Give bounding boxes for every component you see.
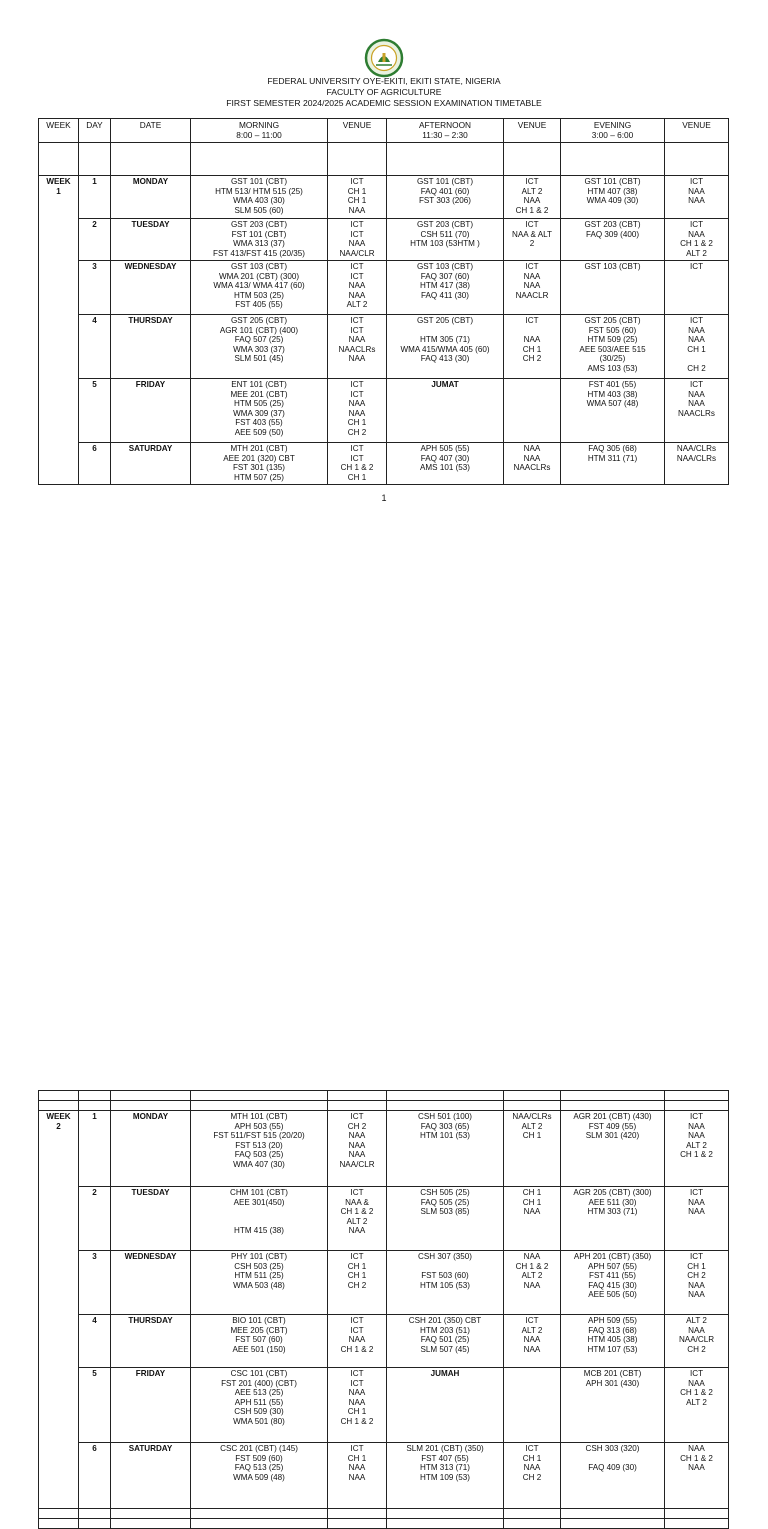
morning-courses: MTH 201 (CBT) AEE 201 (320) CBT FST 301 (135) HTM 507 (25) xyxy=(191,443,328,485)
day-number: 1 xyxy=(79,176,111,219)
col-week: WEEK xyxy=(39,119,79,143)
day-name: SATURDAY xyxy=(111,1443,191,1509)
afternoon-label: AFTERNOON xyxy=(418,120,472,130)
morning-venue: ICT ICT NAA NAACLRs NAA xyxy=(328,315,387,379)
afternoon-venue xyxy=(504,379,561,443)
morning-venue: ICT ICT NAA NAA CH 1 CH 2 xyxy=(328,379,387,443)
afternoon-venue: ICT ALT 2 NAA CH 1 & 2 xyxy=(504,176,561,219)
morning-courses: CSC 201 (CBT) (145) FST 509 (60) FAQ 513 (25) WMA 509 (48) xyxy=(191,1443,328,1509)
afternoon-venue: ICT NAA & ALT 2 xyxy=(504,219,561,261)
col-venue-evening: VENUE xyxy=(665,119,729,143)
evening-courses: APH 201 (CBT) (350) APH 507 (55) FST 411 (55) FAQ 415 (30) AEE 505 (50) xyxy=(561,1251,665,1315)
spacer-row xyxy=(39,143,729,176)
morning-courses: BIO 101 (CBT) MEE 205 (CBT) FST 507 (60) AEE 501 (150) xyxy=(191,1315,328,1368)
day-name: THURSDAY xyxy=(111,1315,191,1368)
table-row xyxy=(39,1187,729,1251)
col-date: DATE xyxy=(111,119,191,143)
afternoon-venue: ICT ALT 2 NAA NAA xyxy=(504,1315,561,1368)
day-number: 6 xyxy=(79,443,111,485)
day-name: MONDAY xyxy=(111,176,191,219)
afternoon-venue: NAA NAA NAACLRs xyxy=(504,443,561,485)
morning-venue: ICT ICT NAA NAA/CLR xyxy=(328,219,387,261)
week-label: WEEK 2 xyxy=(39,1111,79,1509)
week-label: WEEK 1 xyxy=(39,176,79,485)
evening-venue: NAA CH 1 & 2 NAA xyxy=(665,1443,729,1509)
page-1 xyxy=(0,0,768,510)
afternoon-venue: ICT NAA CH 1 CH 2 xyxy=(504,315,561,379)
afternoon-venue: ICT CH 1 NAA CH 2 xyxy=(504,1443,561,1509)
blank-row xyxy=(39,1509,729,1519)
evening-venue: ICT NAA CH 1 & 2 ALT 2 xyxy=(665,1368,729,1443)
evening-venue: ICT NAA NAA xyxy=(665,176,729,219)
table-row xyxy=(39,379,729,443)
week-1-body xyxy=(39,176,729,485)
day-number: 3 xyxy=(79,261,111,315)
col-venue-morning: VENUE xyxy=(328,119,387,143)
table-row xyxy=(39,443,729,485)
evening-courses: CSH 303 (320) FAQ 409 (30) xyxy=(561,1443,665,1509)
col-venue-afternoon: VENUE xyxy=(504,119,561,143)
day-name: FRIDAY xyxy=(111,379,191,443)
morning-venue: ICT ICT NAA CH 1 & 2 xyxy=(328,1315,387,1368)
day-name: TUESDAY xyxy=(111,1187,191,1251)
table-row xyxy=(39,219,729,261)
timetable-week-2 xyxy=(38,1090,729,1529)
afternoon-venue: NAA CH 1 & 2 ALT 2 NAA xyxy=(504,1251,561,1315)
morning-courses: GST 103 (CBT) WMA 201 (CBT) (300) WMA 413/ WMA 417 (60) HTM 503 (25) FST 405 (55) xyxy=(191,261,328,315)
university-crest-icon xyxy=(364,38,404,78)
table-row xyxy=(39,1368,729,1443)
morning-courses: GST 205 (CBT) AGR 101 (CBT) (400) FAQ 507 (25) WMA 303 (37) SLM 501 (45) xyxy=(191,315,328,379)
col-evening xyxy=(561,119,665,143)
evening-venue: NAA/CLRs NAA/CLRs xyxy=(665,443,729,485)
morning-courses: CHM 101 (CBT) AEE 301(450) HTM 415 (38) xyxy=(191,1187,328,1251)
day-name: SATURDAY xyxy=(111,443,191,485)
day-number: 2 xyxy=(79,1187,111,1251)
table-row xyxy=(39,176,729,219)
morning-venue: ICT CH 2 NAA NAA NAA NAA/CLR xyxy=(328,1111,387,1187)
evening-venue: ICT NAA NAA ALT 2 CH 1 & 2 xyxy=(665,1111,729,1187)
morning-venue: ICT ICT NAA NAA CH 1 CH 1 & 2 xyxy=(328,1368,387,1443)
evening-courses: AGR 205 (CBT) (300) AEE 511 (30) HTM 303 (71) xyxy=(561,1187,665,1251)
afternoon-venue: NAA/CLRs ALT 2 CH 1 xyxy=(504,1111,561,1187)
morning-courses: PHY 101 (CBT) CSH 503 (25) HTM 511 (25) WMA 503 (48) xyxy=(191,1251,328,1315)
afternoon-venue xyxy=(504,1368,561,1443)
table-row xyxy=(39,1251,729,1315)
document-header xyxy=(0,76,768,109)
table-header-row xyxy=(39,119,729,143)
evening-courses: GST 205 (CBT) FST 505 (60) HTM 509 (25) AEE 503/AEE 515 (30/25) AMS 103 (53) xyxy=(561,315,665,379)
evening-venue: ICT NAA CH 1 & 2 ALT 2 xyxy=(665,219,729,261)
afternoon-courses: GST 205 (CBT) HTM 305 (71) WMA 415/WMA 405 (60) FAQ 413 (30) xyxy=(387,315,504,379)
day-number: 5 xyxy=(79,1368,111,1443)
timetable-title: FIRST SEMESTER 2024/2025 ACADEMIC SESSION EXAMINATION TIMETABLE xyxy=(226,98,542,108)
day-number: 6 xyxy=(79,1443,111,1509)
evening-courses: GST 103 (CBT) xyxy=(561,261,665,315)
afternoon-courses: CSH 201 (350) CBT HTM 203 (51) FAQ 501 (25) SLM 507 (45) xyxy=(387,1315,504,1368)
col-afternoon xyxy=(387,119,504,143)
morning-courses: ENT 101 (CBT) MEE 201 (CBT) HTM 505 (25) WMA 309 (37) FST 403 (55) AEE 509 (50) xyxy=(191,379,328,443)
blank-row xyxy=(39,1519,729,1529)
afternoon-courses: APH 505 (55) FAQ 407 (30) AMS 101 (53) xyxy=(387,443,504,485)
afternoon-courses: SLM 201 (CBT) (350) FST 407 (55) HTM 313 (71) HTM 109 (53) xyxy=(387,1443,504,1509)
col-day: DAY xyxy=(79,119,111,143)
afternoon-venue: CH 1 CH 1 NAA xyxy=(504,1187,561,1251)
page-2 xyxy=(0,510,768,1482)
table-row xyxy=(39,261,729,315)
morning-courses: GST 101 (CBT) HTM 513/ HTM 515 (25) WMA 403 (30) SLM 505 (60) xyxy=(191,176,328,219)
day-number: 4 xyxy=(79,1315,111,1368)
blank-row xyxy=(39,1091,729,1101)
day-number: 1 xyxy=(79,1111,111,1187)
timetable-week-1 xyxy=(38,118,729,485)
day-name: THURSDAY xyxy=(111,315,191,379)
col-morning xyxy=(191,119,328,143)
evening-courses: GST 101 (CBT) HTM 407 (38) WMA 409 (30) xyxy=(561,176,665,219)
afternoon-courses: CSH 307 (350) FST 503 (60) HTM 105 (53) xyxy=(387,1251,504,1315)
evening-courses: MCB 201 (CBT) APH 301 (430) xyxy=(561,1368,665,1443)
afternoon-courses: JUMAH xyxy=(387,1368,504,1443)
morning-courses: CSC 101 (CBT) FST 201 (400) (CBT) AEE 513 (25) APH 511 (55) CSH 509 (30) WMA 501 (80) xyxy=(191,1368,328,1443)
morning-venue: ICT NAA & CH 1 & 2 ALT 2 NAA xyxy=(328,1187,387,1251)
afternoon-courses: CSH 505 (25) FAQ 505 (25) SLM 503 (85) xyxy=(387,1187,504,1251)
day-name: MONDAY xyxy=(111,1111,191,1187)
evening-courses: FAQ 305 (68) HTM 311 (71) xyxy=(561,443,665,485)
day-name: WEDNESDAY xyxy=(111,261,191,315)
morning-courses: GST 203 (CBT) FST 101 (CBT) WMA 313 (37) FST 413/FST 415 (20/35) xyxy=(191,219,328,261)
evening-courses: AGR 201 (CBT) (430) FST 409 (55) SLM 301 (420) xyxy=(561,1111,665,1187)
table-row xyxy=(39,1315,729,1368)
table-row xyxy=(39,1443,729,1509)
evening-venue: ICT CH 1 CH 2 NAA NAA xyxy=(665,1251,729,1315)
evening-courses: APH 509 (55) FAQ 313 (68) HTM 405 (38) HTM 107 (53) xyxy=(561,1315,665,1368)
page-number: 1 xyxy=(381,493,387,503)
evening-courses: FST 401 (55) HTM 403 (38) WMA 507 (48) xyxy=(561,379,665,443)
morning-label: MORNING xyxy=(238,120,280,130)
table-row xyxy=(39,315,729,379)
afternoon-time: 11:30 – 2:30 xyxy=(422,130,468,140)
day-name: TUESDAY xyxy=(111,219,191,261)
blank-row xyxy=(39,1101,729,1111)
afternoon-courses: JUMAT xyxy=(387,379,504,443)
afternoon-courses: GST 103 (CBT) FAQ 307 (60) HTM 417 (38) FAQ 411 (30) xyxy=(387,261,504,315)
morning-venue: ICT ICT NAA NAA ALT 2 xyxy=(328,261,387,315)
faculty-name: FACULTY OF AGRICULTURE xyxy=(326,87,442,97)
morning-venue: ICT CH 1 NAA NAA xyxy=(328,1443,387,1509)
evening-venue: ICT xyxy=(665,261,729,315)
morning-venue: ICT ICT CH 1 & 2 CH 1 xyxy=(328,443,387,485)
morning-venue: ICT CH 1 CH 1 NAA xyxy=(328,176,387,219)
evening-venue: ICT NAA NAA xyxy=(665,1187,729,1251)
afternoon-courses: GST 203 (CBT) CSH 511 (70) HTM 103 (53HTM ) xyxy=(387,219,504,261)
day-number: 5 xyxy=(79,379,111,443)
morning-venue: ICT CH 1 CH 1 CH 2 xyxy=(328,1251,387,1315)
university-name: FEDERAL UNIVERSITY OYE-EKITI, EKITI STATE, NIGERIA xyxy=(267,76,501,86)
evening-venue: ICT NAA NAA CH 1 CH 2 xyxy=(665,315,729,379)
day-number: 4 xyxy=(79,315,111,379)
evening-venue: ICT NAA NAA NAACLRs xyxy=(665,379,729,443)
afternoon-courses: GST 101 (CBT) FAQ 401 (60) FST 303 (206) xyxy=(387,176,504,219)
day-name: FRIDAY xyxy=(111,1368,191,1443)
morning-time: 8:00 – 11:00 xyxy=(236,130,282,140)
table-row xyxy=(39,1111,729,1187)
day-name: WEDNESDAY xyxy=(111,1251,191,1315)
afternoon-courses: CSH 501 (100) FAQ 303 (65) HTM 101 (53) xyxy=(387,1111,504,1187)
day-number: 3 xyxy=(79,1251,111,1315)
evening-label: EVENING xyxy=(593,120,632,130)
evening-venue: ALT 2 NAA NAA/CLR CH 2 xyxy=(665,1315,729,1368)
evening-courses: GST 203 (CBT) FAQ 309 (400) xyxy=(561,219,665,261)
evening-time: 3:00 – 6:00 xyxy=(591,130,634,140)
morning-courses: MTH 101 (CBT) APH 503 (55) FST 511/FST 515 (20/20) FST 513 (20) FAQ 503 (25) WMA 407 (30) xyxy=(191,1111,328,1187)
day-number: 2 xyxy=(79,219,111,261)
week-2-body xyxy=(39,1091,729,1529)
afternoon-venue: ICT NAA NAA NAACLR xyxy=(504,261,561,315)
